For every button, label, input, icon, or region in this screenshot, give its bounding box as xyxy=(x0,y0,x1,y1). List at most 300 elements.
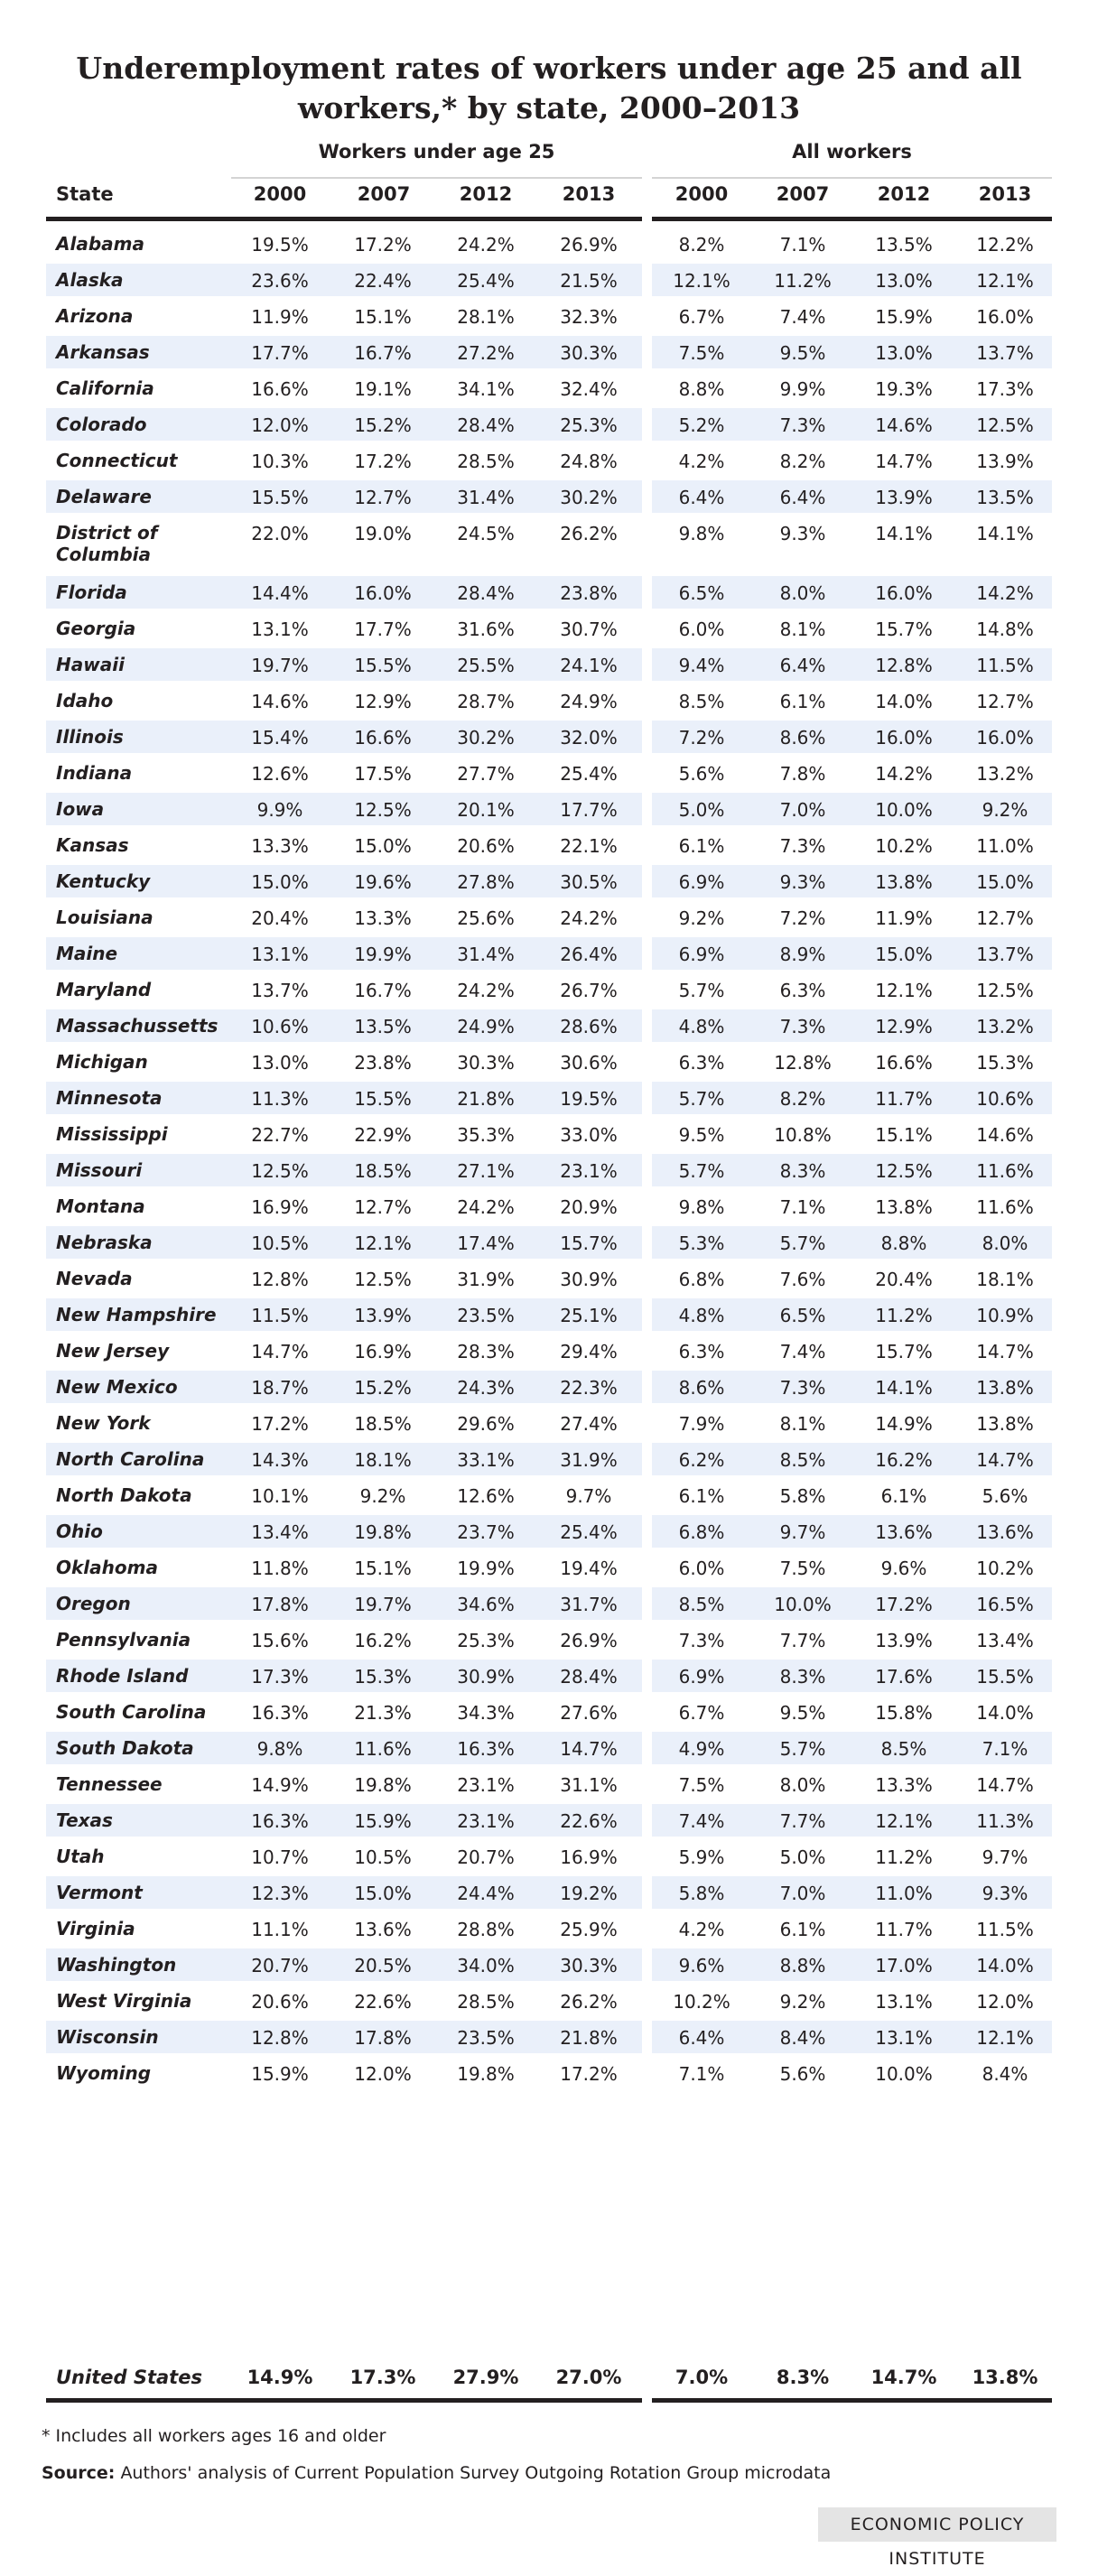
state-name: Colorado xyxy=(56,414,147,435)
value-cell: 14.0% xyxy=(976,1955,1034,1976)
value-cell: 14.9% xyxy=(875,1413,933,1435)
value-cell: 7.0% xyxy=(779,799,826,821)
state-name: Maryland xyxy=(56,979,152,1000)
value-cell: 9.2% xyxy=(779,1991,826,2013)
value-cell: 22.0% xyxy=(251,523,309,544)
value-cell: 14.2% xyxy=(976,582,1034,604)
value-cell: 9.2% xyxy=(678,907,725,929)
value-cell: 11.6% xyxy=(976,1160,1034,1182)
value-cell: 28.7% xyxy=(457,691,515,712)
value-cell: 13.6% xyxy=(875,1521,933,1543)
value-cell: 14.7% xyxy=(251,1341,309,1362)
state-name: Mississippi xyxy=(56,1123,168,1145)
value-cell: 8.2% xyxy=(678,234,725,256)
value-cell: 16.2% xyxy=(875,1449,933,1471)
value-cell: 25.3% xyxy=(560,414,618,436)
value-cell: 33.1% xyxy=(457,1449,515,1471)
value-cell: 10.8% xyxy=(774,1124,832,1146)
value-cell: 16.0% xyxy=(976,306,1034,328)
value-cell: 12.7% xyxy=(976,691,1034,712)
state-name: New York xyxy=(56,1412,151,1434)
value-cell: 11.8% xyxy=(251,1558,309,1579)
value-cell: 12.2% xyxy=(976,234,1034,256)
value-cell: 16.7% xyxy=(354,342,412,364)
value-cell: 17.2% xyxy=(875,1594,933,1615)
value-cell: 20.7% xyxy=(251,1955,309,1976)
value-cell: 4.2% xyxy=(678,1919,725,1940)
value-cell: 18.1% xyxy=(354,1449,412,1471)
value-cell: 22.6% xyxy=(560,1810,618,1832)
source-line xyxy=(42,2463,831,2483)
value-cell: 5.8% xyxy=(678,1883,725,1904)
value-cell: 19.5% xyxy=(560,1088,618,1110)
value-cell: 27.1% xyxy=(457,1160,515,1182)
value-cell: 9.6% xyxy=(678,1955,725,1976)
state-name: Iowa xyxy=(56,798,105,820)
value-cell: 11.3% xyxy=(976,1810,1034,1832)
value-cell: 5.6% xyxy=(779,2063,826,2085)
value-cell: 8.1% xyxy=(779,1413,826,1435)
column-header-all-2000: 2000 xyxy=(675,183,729,205)
value-cell: 12.1% xyxy=(875,980,933,1001)
value-cell: 6.8% xyxy=(678,1521,725,1543)
value-cell: 24.2% xyxy=(457,234,515,256)
state-name: Wisconsin xyxy=(56,2026,159,2048)
value-cell: 12.6% xyxy=(457,1485,515,1507)
state-name: Arizona xyxy=(56,305,134,327)
value-cell: 7.6% xyxy=(779,1269,826,1290)
value-cell: 9.3% xyxy=(982,1883,1028,1904)
column-header-u25-2007: 2007 xyxy=(357,183,411,205)
value-cell: 13.1% xyxy=(251,944,309,965)
value-cell: 28.5% xyxy=(457,451,515,472)
value-cell: 27.2% xyxy=(457,342,515,364)
value-cell: 10.6% xyxy=(976,1088,1034,1110)
value-cell: 12.3% xyxy=(251,1883,309,1904)
value-cell: 6.9% xyxy=(678,944,725,965)
value-cell: 25.1% xyxy=(560,1305,618,1326)
value-cell: 28.8% xyxy=(457,1919,515,1940)
state-name: New Mexico xyxy=(56,1376,178,1398)
value-cell: 17.4% xyxy=(457,1232,515,1254)
value-cell: 20.5% xyxy=(354,1955,412,1976)
value-cell: 17.6% xyxy=(875,1666,933,1688)
value-cell: 9.5% xyxy=(779,1702,826,1724)
state-name: North Dakota xyxy=(56,1484,192,1506)
state-name: Illinois xyxy=(56,726,124,748)
value-cell: 13.2% xyxy=(976,763,1034,785)
value-cell: 6.5% xyxy=(678,582,725,604)
value-cell: 7.8% xyxy=(779,763,826,785)
value-cell: 13.9% xyxy=(875,1630,933,1651)
value-cell: 17.5% xyxy=(354,763,412,785)
state-name: Idaho xyxy=(56,690,114,711)
chart-title-line-2: workers,* by state, 2000–2013 xyxy=(297,90,801,126)
value-cell: 16.7% xyxy=(354,980,412,1001)
value-cell: 25.6% xyxy=(457,907,515,929)
value-cell: 15.3% xyxy=(354,1666,412,1688)
state-name: Utah xyxy=(56,1846,105,1867)
value-cell: 14.7% xyxy=(976,1774,1034,1796)
value-cell: 30.2% xyxy=(457,727,515,749)
state-name: Hawaii xyxy=(56,654,125,675)
value-cell: 23.1% xyxy=(457,1810,515,1832)
total-value-cell: 14.9% xyxy=(247,2367,313,2388)
value-cell: 14.0% xyxy=(875,691,933,712)
value-cell: 16.5% xyxy=(976,1594,1034,1615)
value-cell: 13.8% xyxy=(875,871,933,893)
value-cell: 13.3% xyxy=(251,835,309,857)
value-cell: 23.1% xyxy=(560,1160,618,1182)
state-name: California xyxy=(56,377,154,399)
value-cell: 32.3% xyxy=(560,306,618,328)
value-cell: 20.4% xyxy=(251,907,309,929)
source-text: Authors' analysis of Current Population Survey Outgoing Rotation Group microdata xyxy=(120,2463,832,2483)
value-cell: 12.8% xyxy=(251,1269,309,1290)
value-cell: 6.2% xyxy=(678,1449,725,1471)
group-header-all-workers: All workers xyxy=(652,141,1052,179)
value-cell: 15.2% xyxy=(354,414,412,436)
value-cell: 7.7% xyxy=(779,1810,826,1832)
value-cell: 12.8% xyxy=(875,655,933,676)
footnote: * Includes all workers ages 16 and older xyxy=(42,2426,386,2446)
value-cell: 29.4% xyxy=(560,1341,618,1362)
value-cell: 8.3% xyxy=(779,1160,826,1182)
value-cell: 9.5% xyxy=(678,1124,725,1146)
value-cell: 13.9% xyxy=(976,451,1034,472)
value-cell: 23.5% xyxy=(457,2027,515,2049)
value-cell: 6.3% xyxy=(678,1341,725,1362)
value-cell: 21.8% xyxy=(457,1088,515,1110)
value-cell: 16.9% xyxy=(251,1196,309,1218)
value-cell: 9.2% xyxy=(359,1485,406,1507)
state-name: Indiana xyxy=(56,762,133,784)
state-name: Oklahoma xyxy=(56,1557,158,1578)
value-cell: 31.1% xyxy=(560,1774,618,1796)
value-cell: 5.7% xyxy=(779,1232,826,1254)
value-cell: 18.1% xyxy=(976,1269,1034,1290)
value-cell: 17.8% xyxy=(251,1594,309,1615)
value-cell: 13.6% xyxy=(976,1521,1034,1543)
value-cell: 32.4% xyxy=(560,378,618,400)
value-cell: 8.5% xyxy=(678,1594,725,1615)
value-cell: 12.6% xyxy=(251,763,309,785)
value-cell: 23.5% xyxy=(457,1305,515,1326)
value-cell: 28.1% xyxy=(457,306,515,328)
value-cell: 22.1% xyxy=(560,835,618,857)
value-cell: 30.9% xyxy=(560,1269,618,1290)
value-cell: 8.8% xyxy=(678,378,725,400)
value-cell: 20.7% xyxy=(457,1846,515,1868)
value-cell: 18.5% xyxy=(354,1160,412,1182)
state-name: Nebraska xyxy=(56,1232,153,1253)
value-cell: 13.7% xyxy=(251,980,309,1001)
value-cell: 11.6% xyxy=(976,1196,1034,1218)
value-cell: 16.3% xyxy=(251,1810,309,1832)
value-cell: 15.3% xyxy=(976,1052,1034,1074)
value-cell: 27.7% xyxy=(457,763,515,785)
value-cell: 13.2% xyxy=(976,1016,1034,1037)
state-name: New Hampshire xyxy=(56,1304,217,1325)
value-cell: 34.1% xyxy=(457,378,515,400)
value-cell: 24.1% xyxy=(560,655,618,676)
value-cell: 7.4% xyxy=(779,306,826,328)
value-cell: 14.4% xyxy=(251,582,309,604)
value-cell: 17.2% xyxy=(354,234,412,256)
value-cell: 20.4% xyxy=(875,1269,933,1290)
value-cell: 14.7% xyxy=(560,1738,618,1760)
value-cell: 9.3% xyxy=(779,871,826,893)
value-cell: 28.6% xyxy=(560,1016,618,1037)
value-cell: 12.8% xyxy=(251,2027,309,2049)
value-cell: 6.7% xyxy=(678,306,725,328)
value-cell: 12.0% xyxy=(354,2063,412,2085)
value-cell: 13.3% xyxy=(875,1774,933,1796)
value-cell: 19.3% xyxy=(875,378,933,400)
value-cell: 12.1% xyxy=(976,270,1034,292)
value-cell: 31.4% xyxy=(457,487,515,508)
value-cell: 16.9% xyxy=(354,1341,412,1362)
value-cell: 28.5% xyxy=(457,1991,515,2013)
value-cell: 5.7% xyxy=(678,980,725,1001)
value-cell: 10.7% xyxy=(251,1846,309,1868)
value-cell: 17.3% xyxy=(251,1666,309,1688)
value-cell: 15.4% xyxy=(251,727,309,749)
value-cell: 7.7% xyxy=(779,1630,826,1651)
value-cell: 9.8% xyxy=(678,523,725,544)
value-cell: 28.3% xyxy=(457,1341,515,1362)
chart-title xyxy=(0,49,1098,128)
value-cell: 12.1% xyxy=(976,2027,1034,2049)
state-name: District of Columbia xyxy=(56,522,158,565)
value-cell: 13.7% xyxy=(976,944,1034,965)
value-cell: 25.4% xyxy=(457,270,515,292)
value-cell: 19.9% xyxy=(457,1558,515,1579)
value-cell: 16.2% xyxy=(354,1630,412,1651)
value-cell: 13.8% xyxy=(976,1377,1034,1399)
total-row-label: United States xyxy=(56,2367,202,2388)
value-cell: 16.6% xyxy=(354,727,412,749)
value-cell: 26.7% xyxy=(560,980,618,1001)
value-cell: 10.0% xyxy=(875,2063,933,2085)
value-cell: 13.1% xyxy=(875,1991,933,2013)
value-cell: 15.1% xyxy=(354,306,412,328)
value-cell: 5.8% xyxy=(779,1485,826,1507)
value-cell: 23.7% xyxy=(457,1521,515,1543)
value-cell: 33.0% xyxy=(560,1124,618,1146)
value-cell: 27.4% xyxy=(560,1413,618,1435)
value-cell: 23.8% xyxy=(354,1052,412,1074)
value-cell: 15.0% xyxy=(251,871,309,893)
value-cell: 14.9% xyxy=(251,1774,309,1796)
value-cell: 12.0% xyxy=(976,1991,1034,2013)
value-cell: 16.6% xyxy=(875,1052,933,1074)
value-cell: 26.4% xyxy=(560,944,618,965)
value-cell: 15.7% xyxy=(875,618,933,640)
state-name: Rhode Island xyxy=(56,1665,189,1687)
state-name: South Dakota xyxy=(56,1737,194,1759)
state-name: Massachussetts xyxy=(56,1015,219,1037)
value-cell: 28.4% xyxy=(457,582,515,604)
value-cell: 8.5% xyxy=(678,691,725,712)
value-cell: 19.1% xyxy=(354,378,412,400)
value-cell: 19.5% xyxy=(251,234,309,256)
value-cell: 24.5% xyxy=(457,523,515,544)
value-cell: 13.5% xyxy=(354,1016,412,1037)
value-cell: 13.9% xyxy=(354,1305,412,1326)
value-cell: 12.5% xyxy=(875,1160,933,1182)
value-cell: 24.2% xyxy=(457,1196,515,1218)
state-name: Arkansas xyxy=(56,341,150,363)
value-cell: 9.9% xyxy=(256,799,303,821)
value-cell: 11.0% xyxy=(976,835,1034,857)
value-cell: 30.3% xyxy=(560,342,618,364)
column-header-u25-2013: 2013 xyxy=(562,183,616,205)
value-cell: 12.5% xyxy=(976,414,1034,436)
value-cell: 8.9% xyxy=(779,944,826,965)
value-cell: 16.0% xyxy=(976,727,1034,749)
value-cell: 23.1% xyxy=(457,1774,515,1796)
value-cell: 7.1% xyxy=(779,1196,826,1218)
value-cell: 31.7% xyxy=(560,1594,618,1615)
value-cell: 16.0% xyxy=(354,582,412,604)
value-cell: 11.2% xyxy=(875,1846,933,1868)
value-cell: 30.5% xyxy=(560,871,618,893)
value-cell: 19.7% xyxy=(251,655,309,676)
value-cell: 30.3% xyxy=(457,1052,515,1074)
value-cell: 14.7% xyxy=(875,451,933,472)
value-cell: 6.4% xyxy=(779,487,826,508)
value-cell: 24.9% xyxy=(457,1016,515,1037)
value-cell: 7.4% xyxy=(779,1341,826,1362)
value-cell: 25.5% xyxy=(457,655,515,676)
value-cell: 21.5% xyxy=(560,270,618,292)
value-cell: 15.0% xyxy=(354,835,412,857)
value-cell: 15.5% xyxy=(354,1088,412,1110)
state-name: Tennessee xyxy=(56,1773,163,1795)
value-cell: 13.0% xyxy=(875,270,933,292)
state-name: Montana xyxy=(56,1195,145,1217)
value-cell: 13.3% xyxy=(354,907,412,929)
value-cell: 5.0% xyxy=(779,1846,826,1868)
chart-title-line-1: Underemployment rates of workers under age 25 and all xyxy=(76,51,1022,86)
value-cell: 13.5% xyxy=(976,487,1034,508)
value-cell: 24.9% xyxy=(560,691,618,712)
value-cell: 15.9% xyxy=(251,2063,309,2085)
column-header-u25-2000: 2000 xyxy=(253,183,307,205)
value-cell: 14.1% xyxy=(875,1377,933,1399)
value-cell: 4.2% xyxy=(678,451,725,472)
value-cell: 10.2% xyxy=(875,835,933,857)
state-name: Ohio xyxy=(56,1520,103,1542)
value-cell: 11.5% xyxy=(976,655,1034,676)
value-cell: 13.1% xyxy=(875,2027,933,2049)
value-cell: 19.8% xyxy=(354,1774,412,1796)
value-cell: 15.6% xyxy=(251,1630,309,1651)
value-cell: 8.1% xyxy=(779,618,826,640)
state-name: North Carolina xyxy=(56,1448,205,1470)
value-cell: 12.7% xyxy=(354,1196,412,1218)
value-cell: 19.9% xyxy=(354,944,412,965)
value-cell: 19.4% xyxy=(560,1558,618,1579)
value-cell: 13.8% xyxy=(875,1196,933,1218)
value-cell: 19.8% xyxy=(354,1521,412,1543)
value-cell: 26.2% xyxy=(560,1991,618,2013)
value-cell: 11.2% xyxy=(875,1305,933,1326)
value-cell: 16.6% xyxy=(251,378,309,400)
footer-rule-left xyxy=(46,2398,642,2403)
value-cell: 15.0% xyxy=(354,1883,412,1904)
value-cell: 10.0% xyxy=(774,1594,832,1615)
value-cell: 12.7% xyxy=(976,907,1034,929)
value-cell: 6.9% xyxy=(678,871,725,893)
value-cell: 18.5% xyxy=(354,1413,412,1435)
value-cell: 22.9% xyxy=(354,1124,412,1146)
value-cell: 17.2% xyxy=(560,2063,618,2085)
value-cell: 17.2% xyxy=(251,1413,309,1435)
value-cell: 16.0% xyxy=(875,582,933,604)
value-cell: 6.1% xyxy=(678,835,725,857)
state-name: Missouri xyxy=(56,1159,143,1181)
state-name: Minnesota xyxy=(56,1087,163,1109)
publisher-badge: ECONOMIC POLICY INSTITUTE xyxy=(818,2507,1056,2542)
value-cell: 22.7% xyxy=(251,1124,309,1146)
value-cell: 12.9% xyxy=(875,1016,933,1037)
value-cell: 15.7% xyxy=(560,1232,618,1254)
header-rule-right xyxy=(652,217,1052,221)
value-cell: 32.0% xyxy=(560,727,618,749)
value-cell: 7.3% xyxy=(779,1016,826,1037)
value-cell: 5.2% xyxy=(678,414,725,436)
state-name: Washington xyxy=(56,1954,177,1976)
value-cell: 13.1% xyxy=(251,618,309,640)
column-header-all-2007: 2007 xyxy=(776,183,830,205)
value-cell: 5.6% xyxy=(982,1485,1028,1507)
value-cell: 13.4% xyxy=(251,1521,309,1543)
value-cell: 19.0% xyxy=(354,523,412,544)
value-cell: 7.3% xyxy=(678,1630,725,1651)
value-cell: 12.1% xyxy=(354,1232,412,1254)
state-name: Nevada xyxy=(56,1268,133,1289)
state-name: Florida xyxy=(56,581,127,603)
column-header-all-2013: 2013 xyxy=(978,183,1032,205)
state-name: Vermont xyxy=(56,1882,143,1903)
state-name: Louisiana xyxy=(56,907,154,928)
value-cell: 31.6% xyxy=(457,618,515,640)
value-cell: 17.7% xyxy=(560,799,618,821)
value-cell: 9.7% xyxy=(779,1521,826,1543)
value-cell: 6.1% xyxy=(779,1919,826,1940)
value-cell: 7.0% xyxy=(779,1883,826,1904)
value-cell: 6.4% xyxy=(678,2027,725,2049)
value-cell: 6.3% xyxy=(779,980,826,1001)
value-cell: 16.3% xyxy=(457,1738,515,1760)
state-name: West Virginia xyxy=(56,1990,192,2012)
value-cell: 30.3% xyxy=(560,1955,618,1976)
value-cell: 9.5% xyxy=(779,342,826,364)
value-cell: 7.3% xyxy=(779,1377,826,1399)
state-name: Wyoming xyxy=(56,2062,152,2084)
value-cell: 9.6% xyxy=(880,1558,927,1579)
value-cell: 22.6% xyxy=(354,1991,412,2013)
value-cell: 7.5% xyxy=(678,342,725,364)
value-cell: 11.1% xyxy=(251,1919,309,1940)
value-cell: 34.6% xyxy=(457,1594,515,1615)
value-cell: 12.1% xyxy=(875,1810,933,1832)
value-cell: 31.4% xyxy=(457,944,515,965)
total-value-cell: 8.3% xyxy=(776,2367,830,2388)
value-cell: 28.4% xyxy=(457,414,515,436)
